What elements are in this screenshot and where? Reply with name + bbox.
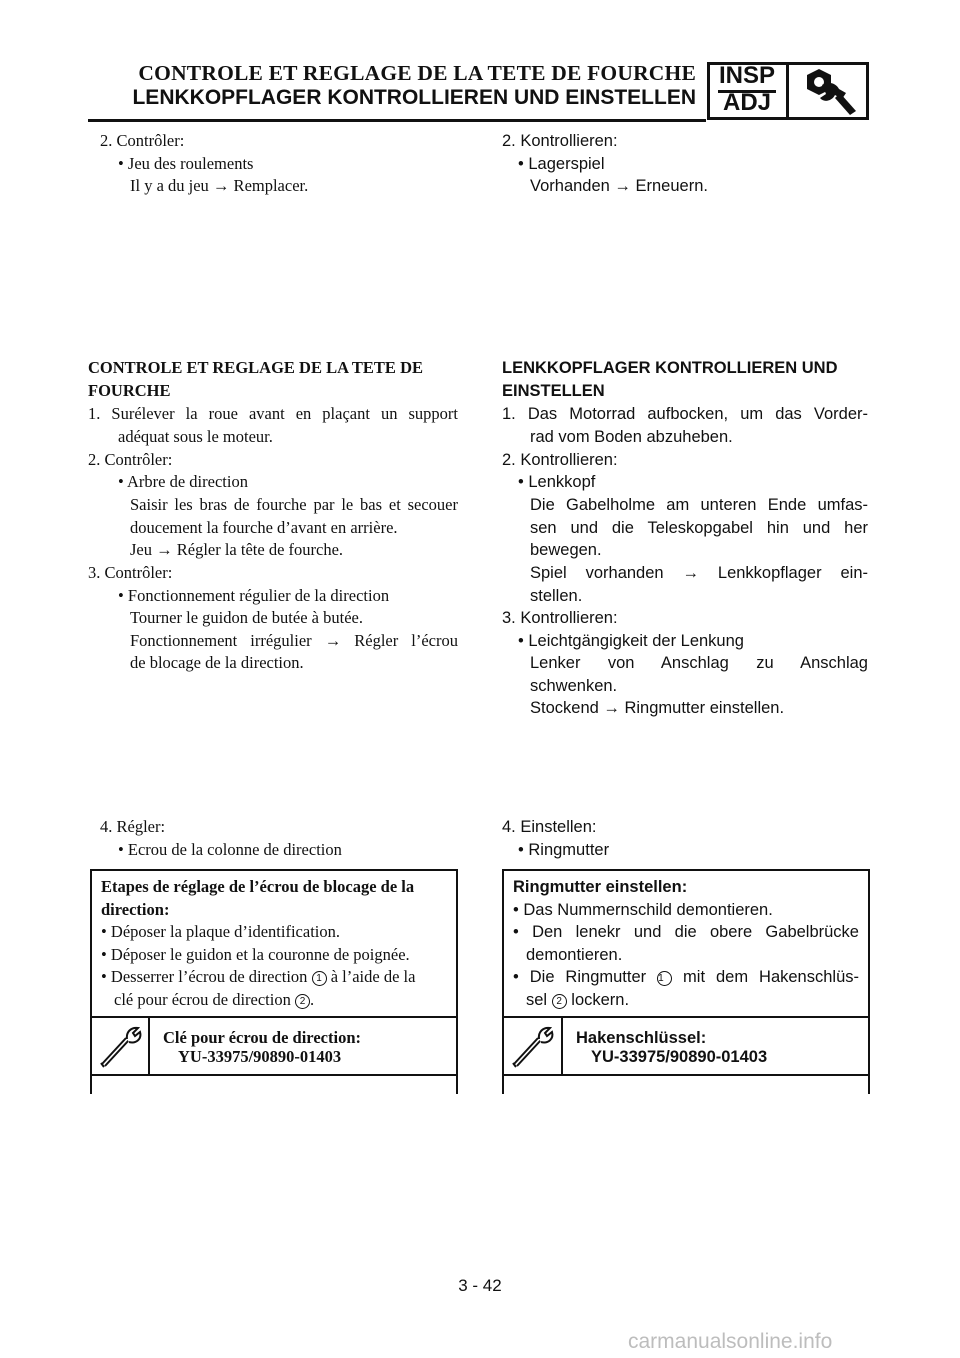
callout-number: 2 (552, 994, 567, 1009)
de-step-2-bullet: • Lenkkopf (518, 473, 596, 491)
bullet-text: Den lenekr und die obere Gabelbrücke (532, 923, 859, 941)
fr-box-title-cont: direction: (101, 900, 170, 919)
bullet-text-end: . (309, 990, 315, 1009)
fr-box-bullet-3-cont (114, 989, 314, 1012)
de-box-divider (502, 1016, 870, 1018)
bullet-text: Lagerspiel (528, 155, 605, 173)
de-step-2: 2. Kontrollieren: (502, 451, 618, 469)
fr-step-3-detail-1: Tourner le guidon de butée à butée. (130, 608, 363, 627)
bullet-text: Arbre de direction (127, 472, 248, 491)
bullet-text: Fonctionnement régulier de la direction (127, 586, 390, 605)
de-step-2-detail-3: bewegen. (530, 541, 602, 559)
badge-adj-label: ADJ (722, 89, 771, 116)
wrench-icon (792, 65, 864, 117)
de-step-4-bullet: • Ringmutter (518, 841, 610, 859)
de-step-2-bullet: • Lagerspiel (518, 155, 605, 173)
de-box-title: Ringmutter einstellen: (513, 878, 688, 896)
fr-step-4: 4. Régler: (100, 817, 166, 836)
fr-step-4-bullet: • Ecrou de la colonne de direction (118, 840, 342, 859)
fr-step-1-cont: adéquat sous le moteur. (118, 427, 273, 446)
fr-step-2-bullet: • Jeu des roulements (118, 154, 254, 173)
badge-divider (786, 62, 789, 120)
fr-step-2-detail: Il y a du jeu → Remplacer. (130, 176, 309, 195)
fr-tool-code: YU-33975/90890-01403 (178, 1047, 342, 1066)
wrench-icon (508, 1024, 556, 1068)
fr-step-2-detail-2: doucement la fourche d’avant en arrière. (130, 518, 398, 537)
bullet-text-end: lockern. (571, 991, 630, 1009)
callout-number: 1 (657, 971, 672, 986)
de-step-3-detail-1: Lenker von Anschlag zu Anschlag (530, 654, 868, 672)
fr-box-tail-right (456, 1074, 458, 1094)
bullet-text: Ringmutter (528, 841, 610, 859)
de-step-3-bullet: • Leichtgängigkeit der Lenkung (518, 632, 744, 650)
de-tool-divider (561, 1016, 563, 1076)
bullet-text-cont: mit dem Hakenschlüs- (683, 968, 859, 986)
de-step-2-detail-5: stellen. (530, 587, 583, 605)
fr-box-bullet-3: • Desserrer l’écrou de direction 1 à l’aide de la (101, 967, 416, 986)
de-box-tail-right (868, 1074, 870, 1094)
header-title-fr: CONTROLE ET REGLAGE DE LA TETE DE FOURCHE (138, 61, 696, 85)
de-box-bullet-2: • Den lenekr und die obere Gabelbrücke (513, 923, 859, 941)
fr-box-title: Etapes de réglage de l’écrou de blocage de la (101, 877, 415, 896)
de-step-1-cont: rad vom Boden abzuheben. (530, 428, 733, 446)
fr-box-bullet-2: • Déposer le guidon et la couronne de poignée. (101, 945, 410, 964)
bullet-text: Ecrou de la colonne de direction (127, 840, 342, 859)
fr-box-tail-left (90, 1074, 92, 1094)
fr-box-bullet-1: • Déposer la plaque d’identification. (101, 922, 340, 941)
fr-step-2-detail-1: Saisir les bras de fourche par le bas et secouer (130, 495, 458, 514)
header-rule (88, 119, 706, 122)
de-tool-label: Hakenschlüssel: (576, 1029, 707, 1047)
fr-box-divider (90, 1016, 458, 1018)
de-box-tail-left (502, 1074, 504, 1094)
de-step-3-detail-2: schwenken. (530, 677, 618, 695)
fr-step-2: 2. Contrôler: (88, 450, 173, 469)
bullet-text: sel (526, 991, 548, 1009)
de-step-2-detail-1: Die Gabelholme am unteren Ende umfas- (530, 496, 868, 514)
de-section-heading-cont: EINSTELLEN (502, 382, 605, 400)
bullet-text: Déposer la plaque d’identification. (110, 922, 340, 941)
de-section-heading: LENKKOPFLAGER KONTROLLIEREN UND (502, 359, 838, 377)
fr-section-heading: CONTROLE ET REGLAGE DE LA TETE DE (88, 358, 423, 377)
bullet-text: Leichtgängigkeit der Lenkung (528, 632, 744, 650)
callout-number: 1 (312, 971, 327, 986)
de-step-2-detail-4: Spiel vorhanden → Lenkkopflager ein- (530, 564, 868, 582)
de-box-bullet-3-cont (526, 989, 629, 1012)
de-tool-code: YU-33975/90890-01403 (591, 1048, 768, 1066)
wrench-icon (96, 1024, 144, 1068)
de-step-2-detail: Vorhanden → Erneuern. (530, 177, 708, 195)
de-step-2-label: 2. Kontrollieren: (502, 132, 618, 150)
bullet-text: Déposer le guidon et la couronne de poignée. (110, 945, 410, 964)
fr-step-2-label: 2. Contrôler: (100, 131, 185, 150)
fr-step-2-bullet: • Arbre de direction (118, 472, 248, 491)
de-step-1: 1. Das Motorrad aufbocken, um das Vorder- (502, 405, 868, 423)
de-step-4: 4. Einstellen: (502, 818, 597, 836)
fr-step-1: 1. Surélever la roue avant en plaçant un support (88, 404, 458, 423)
fr-step-3-detail-2: Fonctionnement irrégulier → Régler l’écrou (130, 631, 458, 650)
callout-number: 2 (295, 994, 310, 1009)
fr-step-3-bullet: • Fonctionnement régulier de la direction (118, 586, 390, 605)
de-box-bullet-1: • Das Nummernschild demontieren. (513, 901, 773, 919)
fr-step-3-detail-3: de blocage de la direction. (130, 653, 304, 672)
bullet-text: Lenkkopf (528, 473, 596, 491)
bullet-text: Jeu des roulements (127, 154, 254, 173)
de-box-bullet-2-cont: demontieren. (526, 946, 623, 964)
bullet-text: Desserrer l’écrou de direction (110, 967, 308, 986)
de-step-2-detail-2: sen und die Teleskopgabel hin und her (530, 519, 868, 537)
fr-step-3: 3. Contrôler: (88, 563, 173, 582)
de-box-bullet-3: • Die Ringmutter 1 mit dem Hakenschlüs- (513, 968, 859, 986)
bullet-text: Die Ringmutter (529, 968, 647, 986)
fr-tool-divider (148, 1016, 150, 1076)
fr-step-2-detail-3: Jeu → Régler la tête de fourche. (130, 540, 344, 559)
badge-insp-label: INSP (718, 62, 775, 89)
bullet-text: clé pour écrou de direction (114, 990, 291, 1009)
watermark: carmanualsonline.info (628, 1330, 833, 1353)
page-number: 3 - 42 (458, 1276, 502, 1295)
bullet-text-cont: à l’aide de la (330, 967, 416, 986)
bullet-text: Das Nummernschild demontieren. (523, 901, 773, 919)
de-step-3: 3. Kontrollieren: (502, 609, 618, 627)
header-title-de: LENKKOPFLAGER KONTROLLIEREN UND EINSTELLEN (132, 86, 696, 109)
fr-section-heading-cont: FOURCHE (88, 381, 171, 400)
fr-tool-label: Clé pour écrou de direction: (163, 1028, 361, 1047)
de-step-3-detail-3: Stockend → Ringmutter einstellen. (530, 699, 785, 717)
